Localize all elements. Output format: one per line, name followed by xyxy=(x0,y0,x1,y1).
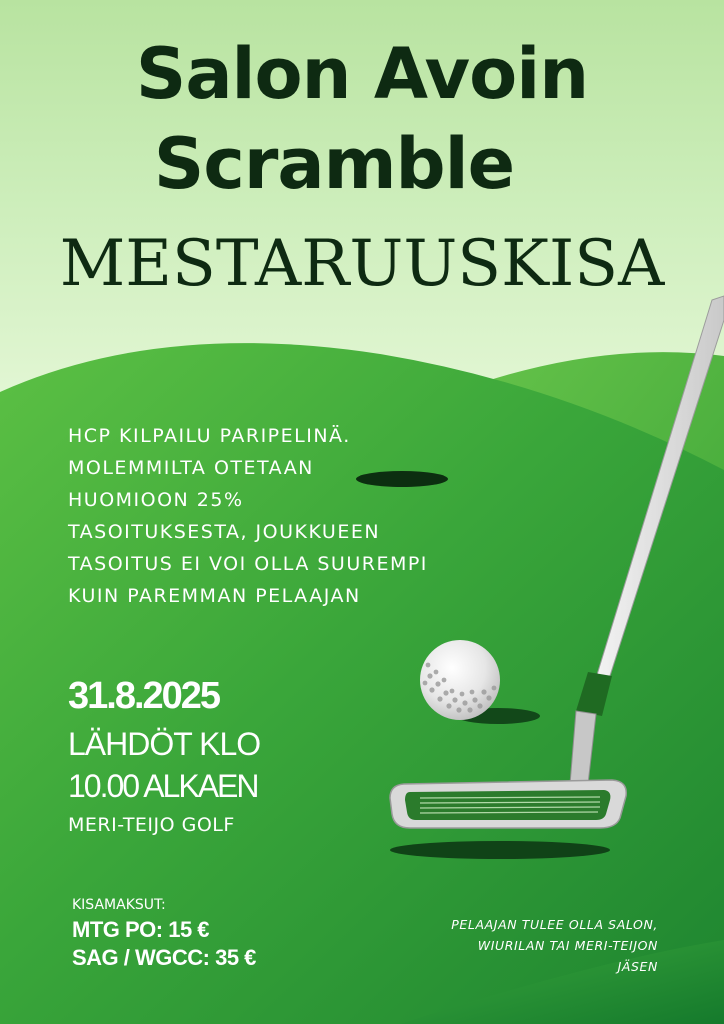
title-line-3: MESTARUUSKISA xyxy=(59,227,665,301)
putter-shadow xyxy=(390,841,610,859)
membership-note: PELAAJAN TULEE OLLA SALON, WIURILAN TAI MERI-TEIJON JÄSEN xyxy=(451,917,658,974)
golf-ball-icon xyxy=(420,640,500,720)
event-date: 31.8.2025 xyxy=(68,675,220,717)
title-line-2: Scramble xyxy=(153,123,515,205)
fee-item: SAG / WGCC: 35 € xyxy=(72,945,256,970)
venue: MERI-TEIJO GOLF xyxy=(68,814,235,836)
start-time: 10.00 ALKAEN xyxy=(68,768,258,804)
competition-description: HCP KILPAILU PARIPELINÄ. MOLEMMILTA OTETAAN HUOMIOON 25% TASOITUKSESTA, JOUKKUEEN TASOITUS EI VOI OLLA SUUREMPI KUIN PAREMMAN PELAAJAN xyxy=(68,425,428,607)
fees-heading: KISAMAKSUT: xyxy=(72,897,166,913)
title-line-1: Salon Avoin xyxy=(135,33,589,115)
fee-item: MTG PO: 15 € xyxy=(72,917,210,942)
start-label: LÄHDÖT KLO xyxy=(68,726,261,762)
